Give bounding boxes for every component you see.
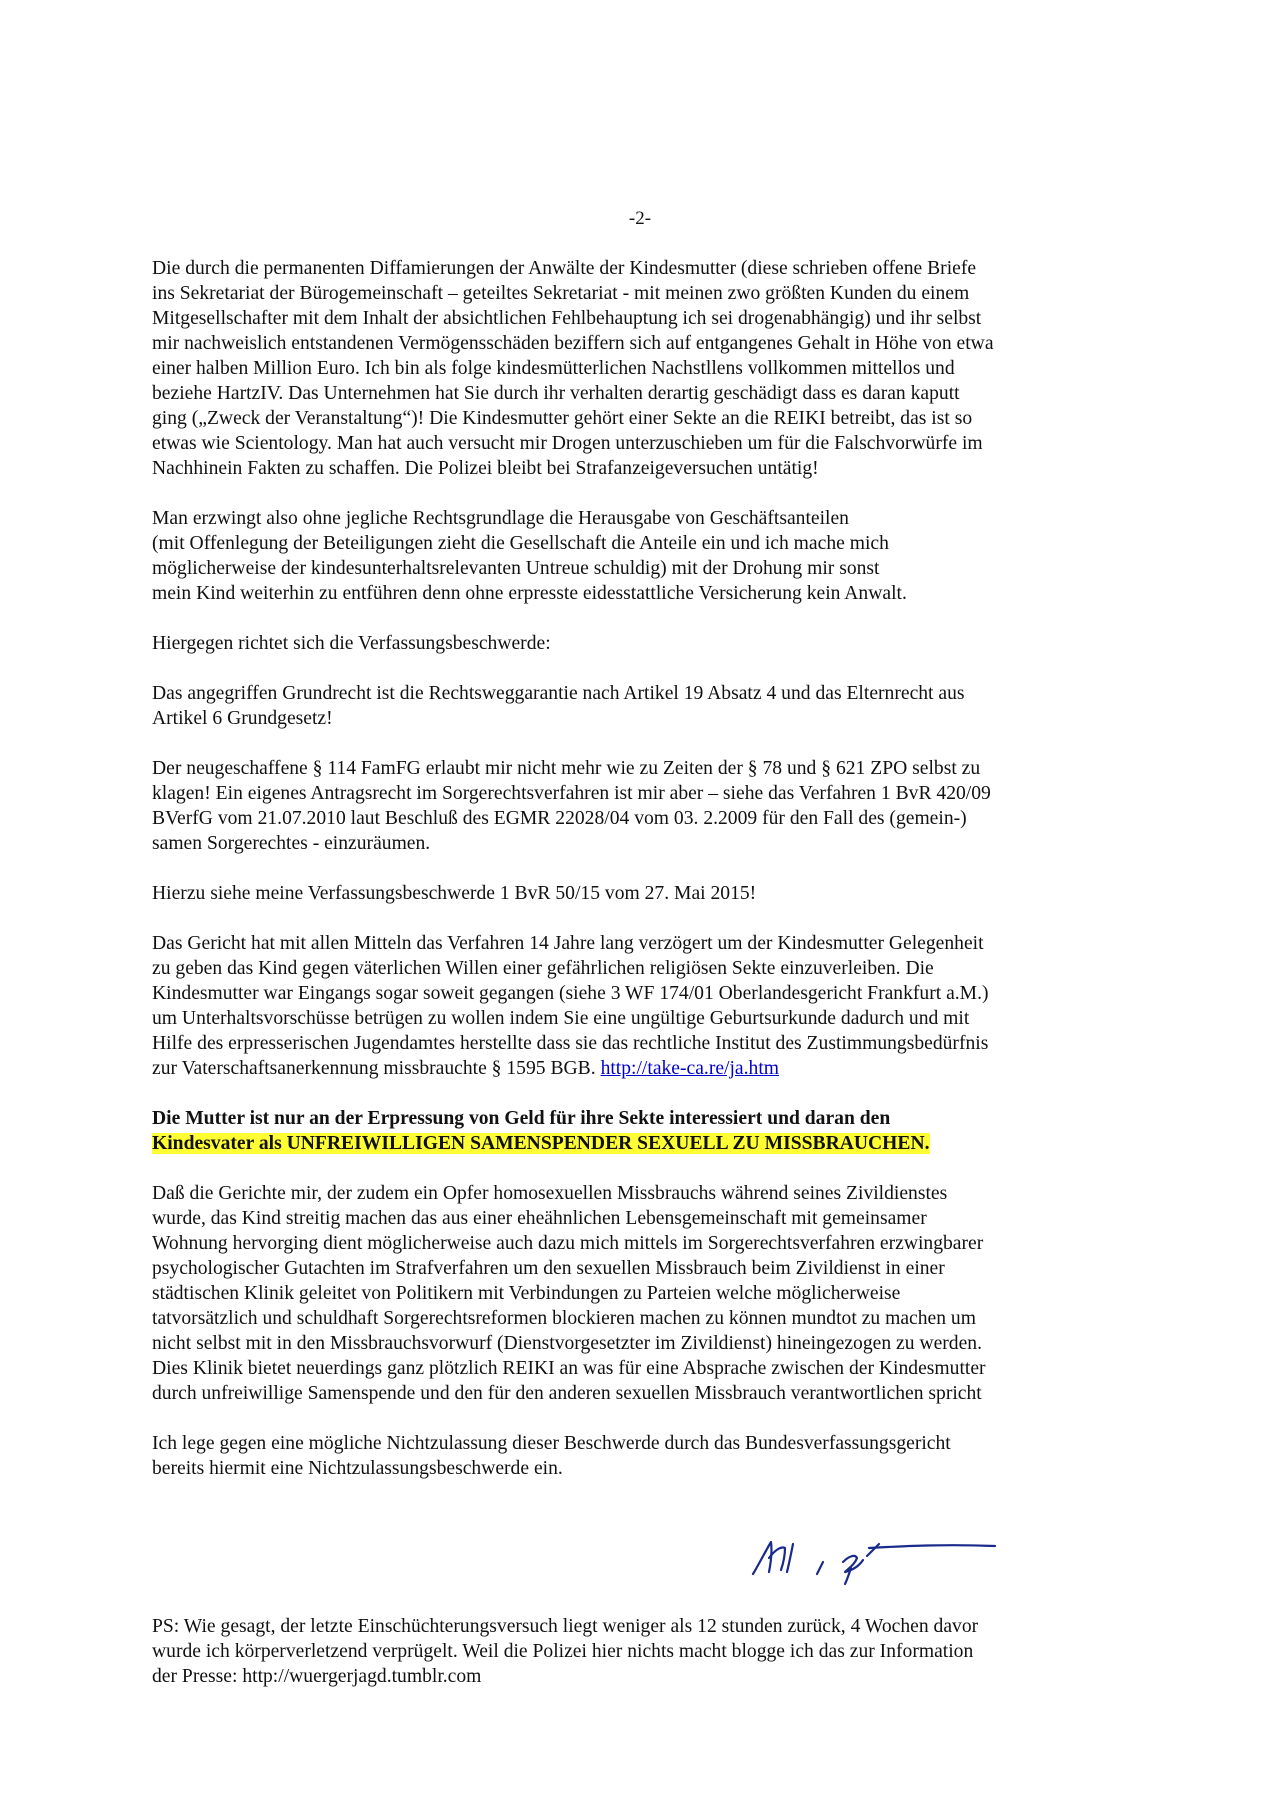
text-line: bereits hiermit eine Nichtzulassungsbeschwerde ein. xyxy=(152,1458,563,1479)
paragraph-court-delay xyxy=(152,931,1152,1081)
page-number: -2- xyxy=(628,208,652,229)
take-care-link[interactable]: http://take-ca.re/ja.htm xyxy=(600,1058,780,1079)
text-line: möglicherweise der kindesunterhaltsrelevanten Untreue schuldig) mit der Drohung mir sonst xyxy=(152,558,880,579)
text-line: Das angegriffen Grundrecht ist die Rechtsweggarantie nach Artikel 19 Absatz 4 und das Elternrecht aus xyxy=(152,683,965,704)
text-line: klagen! Ein eigenes Antragsrecht im Sorgerechtsverfahren ist mir aber – siehe das Verfahren 1 BvR 420/09 xyxy=(152,783,991,804)
text-line: um Unterhaltsvorschüsse betrügen zu wollen indem Sie eine ungültige Geburtsurkunde dadurch und mit xyxy=(152,1008,970,1029)
text-line: psychologischer Gutachten im Strafverfahren um den sexuellen Missbrauch beim Zivildienst in einer xyxy=(152,1258,945,1279)
paragraph-complaint-intro xyxy=(152,631,1152,656)
text-line: Dies Klinik bietet neuerdings ganz plötzlich REIKI an was für eine Absprache zwischen der Kindesmutter xyxy=(152,1358,986,1379)
paragraph-bold-statement xyxy=(152,1106,1152,1156)
paragraph-shares xyxy=(152,506,1152,606)
paragraph-civil-service xyxy=(152,1181,1152,1406)
text-line: ins Sekretariat der Bürogemeinschaft – geteiltes Sekretariat - mit meinen zwo größten Kunden du einem xyxy=(152,283,970,304)
text-line: Ich lege gegen eine mögliche Nichtzulassung dieser Beschwerde durch das Bundesverfassungsgericht xyxy=(152,1433,951,1454)
text-line: Das Gericht hat mit allen Mitteln das Verfahren 14 Jahre lang verzögert um der Kindesmutter Gelegenheit xyxy=(152,933,984,954)
text-line: nicht selbst mit in den Missbrauchsvorwurf (Dienstvorgesetzter im Zivildienst) hineingezogen zu werden. xyxy=(152,1333,982,1354)
text-line: Wohnung hervorging dient möglicherweise auch dazu mich mittels im Sorgerechtsverfahren erzwingbarer xyxy=(152,1233,984,1254)
text-line: Der neugeschaffene § 114 FamFG erlaubt mir nicht mehr wie zu Zeiten der § 78 und § 621 ZPO selbst zu xyxy=(152,758,981,779)
text-line: städtischen Klinik geleitet von Politikern mit Verbindungen zu Parteien welche möglicherweise xyxy=(152,1283,901,1304)
text-line: mir nachweislich entstandenen Vermögensschäden beziffern sich auf entgangenes Gehalt in Höhe von etwa xyxy=(152,333,994,354)
highlighted-text: Kindesvater als UNFREIWILLIGEN SAMENSPENDER SEXUELL ZU MISSBRAUCHEN. xyxy=(152,1133,930,1154)
text-line xyxy=(152,1056,1152,1081)
text-segment: zur Vaterschaftsanerkennung missbrauchte § 1595 BGB. xyxy=(152,1058,601,1079)
paragraph-damages xyxy=(152,256,1152,481)
paragraph-famfg xyxy=(152,756,1152,856)
text-line: Nachhinein Fakten zu schaffen. Die Polizei bleibt bei Strafanzeigeversuchen untätig! xyxy=(152,458,819,479)
text-line: Hiergegen richtet sich die Verfassungsbeschwerde: xyxy=(152,633,551,654)
text-line: etwas wie Scientology. Man hat auch versucht mir Drogen unterzuschieben um für die Falschvorwürfe im xyxy=(152,433,983,454)
text-line: (mit Offenlegung der Beteiligungen zieht die Gesellschaft die Anteile ein und ich mache mich xyxy=(152,533,889,554)
text-line: Man erzwingt also ohne jegliche Rechtsgrundlage die Herausgabe von Geschäftsanteilen xyxy=(152,508,849,529)
text-line: tatvorsätzlich und schuldhaft Sorgerechtsreformen blockieren machen zu können mundtot zu machen um xyxy=(152,1308,976,1329)
text-line: Die durch die permanenten Diffamierungen der Anwälte der Kindesmutter (diese schrieben offene Briefe xyxy=(152,258,977,279)
paragraph-reference xyxy=(152,881,1152,906)
text-line: Artikel 6 Grundgesetz! xyxy=(152,708,333,729)
text-line: Hilfe des erpresserischen Jugendamtes herstellte dass sie das rechtliche Institut des Zustimmungsbedürfnis xyxy=(152,1033,989,1054)
paragraph-fundamental-right xyxy=(152,681,1152,731)
text-line: wurde, das Kind streitig machen das aus einer eheähnlichen Lebensgemeinschaft mit gemeinsamer xyxy=(152,1208,927,1229)
postscript xyxy=(152,1614,1152,1689)
signature-icon xyxy=(745,1528,1005,1588)
text-line: Mitgesellschafter mit dem Inhalt der absichtlichen Fehlbehauptung ich sei drogenabhängig) und ihr selbst xyxy=(152,308,982,329)
ps-line: der Presse: http://wuergerjagd.tumblr.com xyxy=(152,1666,482,1687)
text-line: ging („Zweck der Veranstaltung“)! Die Kindesmutter gehört einer Sekte an die REIKI betreibt, das ist so xyxy=(152,408,973,429)
text-line: einer halben Million Euro. Ich bin als folge kindesmütterlichen Nachstllens vollkommen mittellos und xyxy=(152,358,955,379)
text-line: beziehe HartzIV. Das Unternehmen hat Sie durch ihr verhalten derartig geschädigt dass es daran kaputt xyxy=(152,383,960,404)
text-line: samen Sorgerechtes - einzuräumen. xyxy=(152,833,431,854)
text-line: Hierzu siehe meine Verfassungsbeschwerde 1 BvR 50/15 vom 27. Mai 2015! xyxy=(152,883,757,904)
text-line: BVerfG vom 21.07.2010 laut Beschluß des EGMR 22028/04 vom 03. 2.2009 für den Fall des (gemein-) xyxy=(152,808,967,829)
bold-line-highlighted xyxy=(152,1131,1152,1156)
text-line: Kindesmutter war Eingangs sogar soweit gegangen (siehe 3 WF 174/01 Oberlandesgericht Frankfurt a.M.) xyxy=(152,983,989,1004)
ps-line: wurde ich körperverletzend verprügelt. Weil die Polizei hier nichts macht blogge ich das zur Information xyxy=(152,1641,974,1662)
paragraph-non-admission xyxy=(152,1431,1152,1481)
text-line: Daß die Gerichte mir, der zudem ein Opfer homosexuellen Missbrauchs während seines Zivildienstes xyxy=(152,1183,948,1204)
ps-line: PS: Wie gesagt, der letzte Einschüchterungsversuch liegt weniger als 12 stunden zurück, 4 Wochen davor xyxy=(152,1616,979,1637)
letter-body xyxy=(152,256,1152,1506)
text-line: zu geben das Kind gegen väterlichen Willen einer gefährlichen religiösen Sekte einzuverleiben. Die xyxy=(152,958,934,979)
text-line: durch unfreiwillige Samenspende und den für den anderen sexuellen Missbrauch verantwortlichen spricht xyxy=(152,1383,982,1404)
bold-line: Die Mutter ist nur an der Erpressung von Geld für ihre Sekte interessiert und daran den xyxy=(152,1108,891,1129)
text-line: mein Kind weiterhin zu entführen denn ohne erpresste eidesstattliche Versicherung kein Anwalt. xyxy=(152,583,907,604)
